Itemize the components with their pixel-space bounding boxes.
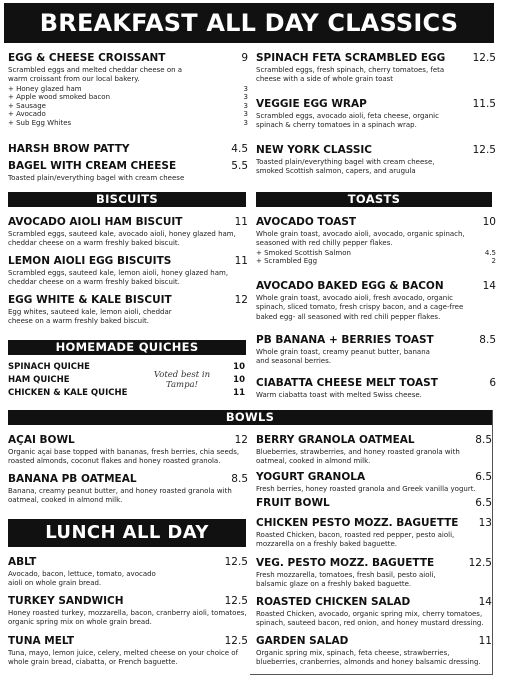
item-name: GARDEN SALAD xyxy=(256,635,349,647)
option-label: + Apple wood smoked bacon xyxy=(8,93,111,102)
item-name: TUNA MELT xyxy=(8,635,74,647)
menu-item xyxy=(256,98,496,131)
quiche-name: CHICKEN & KALE QUICHE xyxy=(8,388,128,398)
menu-item xyxy=(256,596,492,629)
item-price: 9 xyxy=(241,52,248,64)
menu-item xyxy=(8,160,248,183)
item-name: AÇAI BOWL xyxy=(8,434,75,446)
item-name: AVOCADO AIOLI HAM BISCUIT xyxy=(8,216,183,228)
menu-item xyxy=(256,216,496,266)
menu-item xyxy=(8,216,248,249)
item-name: LEMON AIOLI EGG BISCUITS xyxy=(8,255,172,267)
item-name: BERRY GRANOLA OATMEAL xyxy=(256,434,415,446)
item-option xyxy=(8,119,248,128)
option-label: + Smoked Scottish Salmon xyxy=(256,248,351,257)
option-price: 3 xyxy=(243,101,248,110)
frame-line xyxy=(250,674,493,675)
item-description: Scrambled eggs, sauteed kale, avocado aioli, honey glazed ham, cheddar cheese on a warm freshly baked biscuit. xyxy=(8,230,236,248)
item-name: CHICKEN PESTO MOZZ. BAGUETTE xyxy=(256,517,459,529)
item-description: Toasted plain/everything bagel with cream cheese xyxy=(8,174,185,182)
item-price: 8.5 xyxy=(231,473,248,485)
item-option xyxy=(256,249,496,258)
item-name: HARSH BROW PATTY xyxy=(8,143,130,155)
item-description: Blueberries, strawberries, and honey roasted granola with oatmeal, cooked in almond milk. xyxy=(256,448,460,466)
item-price: 4.5 xyxy=(231,143,248,155)
item-name: AVOCADO BAKED EGG & BACON xyxy=(256,280,444,292)
item-price: 12 xyxy=(234,294,248,306)
item-price: 12.5 xyxy=(224,556,248,568)
menu-item xyxy=(256,517,492,550)
option-label: + Scrambled Egg xyxy=(256,257,318,266)
item-description: Banana, creamy peanut butter, and honey roasted granola with oatmeal, cooked in almond milk. xyxy=(8,487,232,505)
item-price: 14 xyxy=(478,596,492,608)
item-price: 6.5 xyxy=(475,497,492,509)
menu-item xyxy=(256,280,496,322)
item-description: Organic açai base topped with bananas, fresh berries, chia seeds, roasted almonds, coconut flakes and honey roasted granola. xyxy=(8,448,240,466)
section-header-lunch: LUNCH ALL DAY xyxy=(8,519,246,547)
menu-item xyxy=(256,334,496,367)
item-price: 12.5 xyxy=(224,595,248,607)
item-name: VEGGIE EGG WRAP xyxy=(256,98,367,110)
quiche-price: 10 xyxy=(233,375,245,385)
option-price: 3 xyxy=(243,93,248,102)
menu-item xyxy=(256,497,492,510)
menu-item xyxy=(256,635,492,668)
item-name: NEW YORK CLASSIC xyxy=(256,144,373,156)
item-price: 8.5 xyxy=(475,434,492,446)
menu-item xyxy=(8,595,248,628)
menu-item xyxy=(256,377,496,400)
menu-item xyxy=(8,556,248,589)
quiche-price: 10 xyxy=(233,362,245,372)
menu-item xyxy=(256,434,492,467)
item-description: Scrambled eggs, avocado aioli, feta cheese, organic spinach & cherry tomatoes in a spinach wrap. xyxy=(256,112,439,130)
menu-item xyxy=(256,52,496,85)
item-name: EGG WHITE & KALE BISCUIT xyxy=(8,294,172,306)
voted-best-note: Voted best in Tampa! xyxy=(153,370,211,390)
item-description: Scrambled eggs and melted cheddar cheese on a warm croissant from our local bakery. xyxy=(8,66,183,84)
item-name: EGG & CHEESE CROISSANT xyxy=(8,52,166,64)
item-price: 11 xyxy=(234,255,248,267)
item-name: PB BANANA + BERRIES TOAST xyxy=(256,334,434,346)
menu-item xyxy=(8,473,248,506)
item-price: 8.5 xyxy=(479,334,496,346)
item-name: AVOCADO TOAST xyxy=(256,216,357,228)
menu-item xyxy=(8,434,248,467)
item-description: Avocado, bacon, lettuce, tomato, avocado aioli on whole grain bread. xyxy=(8,570,156,588)
item-option xyxy=(8,85,248,94)
item-price: 5.5 xyxy=(231,160,248,172)
item-description: Organic spring mix, spinach, feta cheese, strawberries, blueberries, cranberries, almonds and honey balsamic dressing. xyxy=(256,649,481,667)
quiche-name: HAM QUICHE xyxy=(8,375,70,385)
item-price: 6.5 xyxy=(475,471,492,483)
item-price: 10 xyxy=(482,216,496,228)
item-option xyxy=(256,257,496,266)
option-label: + Sub Egg Whites xyxy=(8,118,72,127)
item-description: Scrambled eggs, sauteed kale, lemon aioli, honey glazed ham, cheddar cheese on a warm freshly baked biscuit. xyxy=(8,269,229,287)
item-option xyxy=(8,102,248,111)
item-price: 14 xyxy=(482,280,496,292)
menu-item xyxy=(8,255,248,288)
option-price: 3 xyxy=(243,118,248,127)
item-name: ROASTED CHICKEN SALAD xyxy=(256,596,411,608)
menu-item xyxy=(256,471,492,494)
menu-item xyxy=(8,52,248,127)
item-description: Tuna, mayo, lemon juice, celery, melted cheese on your choice of whole grain bread, ciabatta, or French baguette. xyxy=(8,649,239,667)
item-description: Whole grain toast, avocado aioli, fresh avocado, organic spinach, sliced tomato, fresh crispy bacon, and a cage-free baked egg- all seasoned with red chili pepper flakes. xyxy=(256,294,464,321)
section-header-quiches: HOMEMADE QUICHES xyxy=(8,340,246,355)
menu-item xyxy=(8,635,248,668)
option-label: + Honey glazed ham xyxy=(8,84,82,93)
item-description: Fresh berries, honey roasted granola and Greek vanilla yogurt. xyxy=(256,485,476,493)
option-price: 3 xyxy=(243,110,248,119)
item-description: Roasted Chicken, bacon, roasted red pepper, pesto aioli, mozzarella on a freshly baked baguette. xyxy=(256,531,455,549)
item-description: Scrambled eggs, fresh spinach, cherry tomatoes, feta cheese with a side of whole grain toast xyxy=(256,66,445,84)
item-description: Egg whites, sauteed kale, lemon aioli, cheddar cheese on a warm freshly baked biscuit. xyxy=(8,308,172,326)
quiche-name: SPINACH QUICHE xyxy=(8,362,90,372)
item-price: 12 xyxy=(234,434,248,446)
item-description: Roasted Chicken, avocado, organic spring mix, cherry tomatoes, spinach, sauteed bacon, red onion, and honey mustard dressing. xyxy=(256,610,484,628)
item-name: YOGURT GRANOLA xyxy=(256,471,366,483)
item-description: Whole grain toast, creamy peanut butter, banana and seasonal berries. xyxy=(256,348,430,366)
item-option xyxy=(8,110,248,119)
item-name: VEG. PESTO MOZZ. BAGUETTE xyxy=(256,557,435,569)
item-name: CIABATTA CHEESE MELT TOAST xyxy=(256,377,438,389)
item-price: 11 xyxy=(478,635,492,647)
item-name: BANANA PB OATMEAL xyxy=(8,473,137,485)
item-name: FRUIT BOWL xyxy=(256,497,330,509)
item-price: 6 xyxy=(489,377,496,389)
item-price: 12.5 xyxy=(472,52,496,64)
item-name: ABLT xyxy=(8,556,37,568)
section-header-biscuits: BISCUITS xyxy=(8,192,246,207)
item-price: 12.5 xyxy=(472,144,496,156)
option-price: 2 xyxy=(491,257,496,266)
section-header-toasts: TOASTS xyxy=(256,192,492,207)
item-description: Fresh mozzarella, tomatoes, fresh basil, pesto aioli, balsamic glaze on a freshly baked baguette. xyxy=(256,571,436,589)
item-name: BAGEL WITH CREAM CHEESE xyxy=(8,160,177,172)
menu-title: BREAKFAST ALL DAY CLASSICS xyxy=(4,3,494,43)
item-description: Whole grain toast, avocado aioli, avocado, organic spinach, seasoned with red chilly pepper flakes. xyxy=(256,230,465,248)
item-price: 11 xyxy=(234,216,248,228)
item-price: 11.5 xyxy=(472,98,496,110)
option-price: 4.5 xyxy=(484,248,496,257)
option-label: + Avocado xyxy=(8,110,46,119)
menu-item xyxy=(256,557,492,590)
item-option xyxy=(8,93,248,102)
menu-item xyxy=(8,294,248,327)
item-price: 12.5 xyxy=(224,635,248,647)
item-price: 12.5 xyxy=(468,557,492,569)
item-description: Warm ciabatta toast with melted Swiss cheese. xyxy=(256,391,422,399)
item-name: SPINACH FETA SCRAMBLED EGG xyxy=(256,52,446,64)
menu-item xyxy=(256,144,496,177)
item-description: Toasted plain/everything bagel with cream cheese, smoked Scottish salmon, capers, and arugula xyxy=(256,158,435,176)
section-header-bowls: BOWLS xyxy=(8,410,492,425)
option-price: 3 xyxy=(243,84,248,93)
item-description: Honey roasted turkey, mozzarella, bacon, cranberry aioli, tomatoes, organic spring mix on whole grain bread. xyxy=(8,609,247,627)
item-price: 13 xyxy=(478,517,492,529)
frame-line xyxy=(492,410,493,675)
item-name: TURKEY SANDWICH xyxy=(8,595,124,607)
quiche-price: 11 xyxy=(233,388,245,398)
option-label: + Sausage xyxy=(8,101,46,110)
menu-item xyxy=(8,143,248,156)
